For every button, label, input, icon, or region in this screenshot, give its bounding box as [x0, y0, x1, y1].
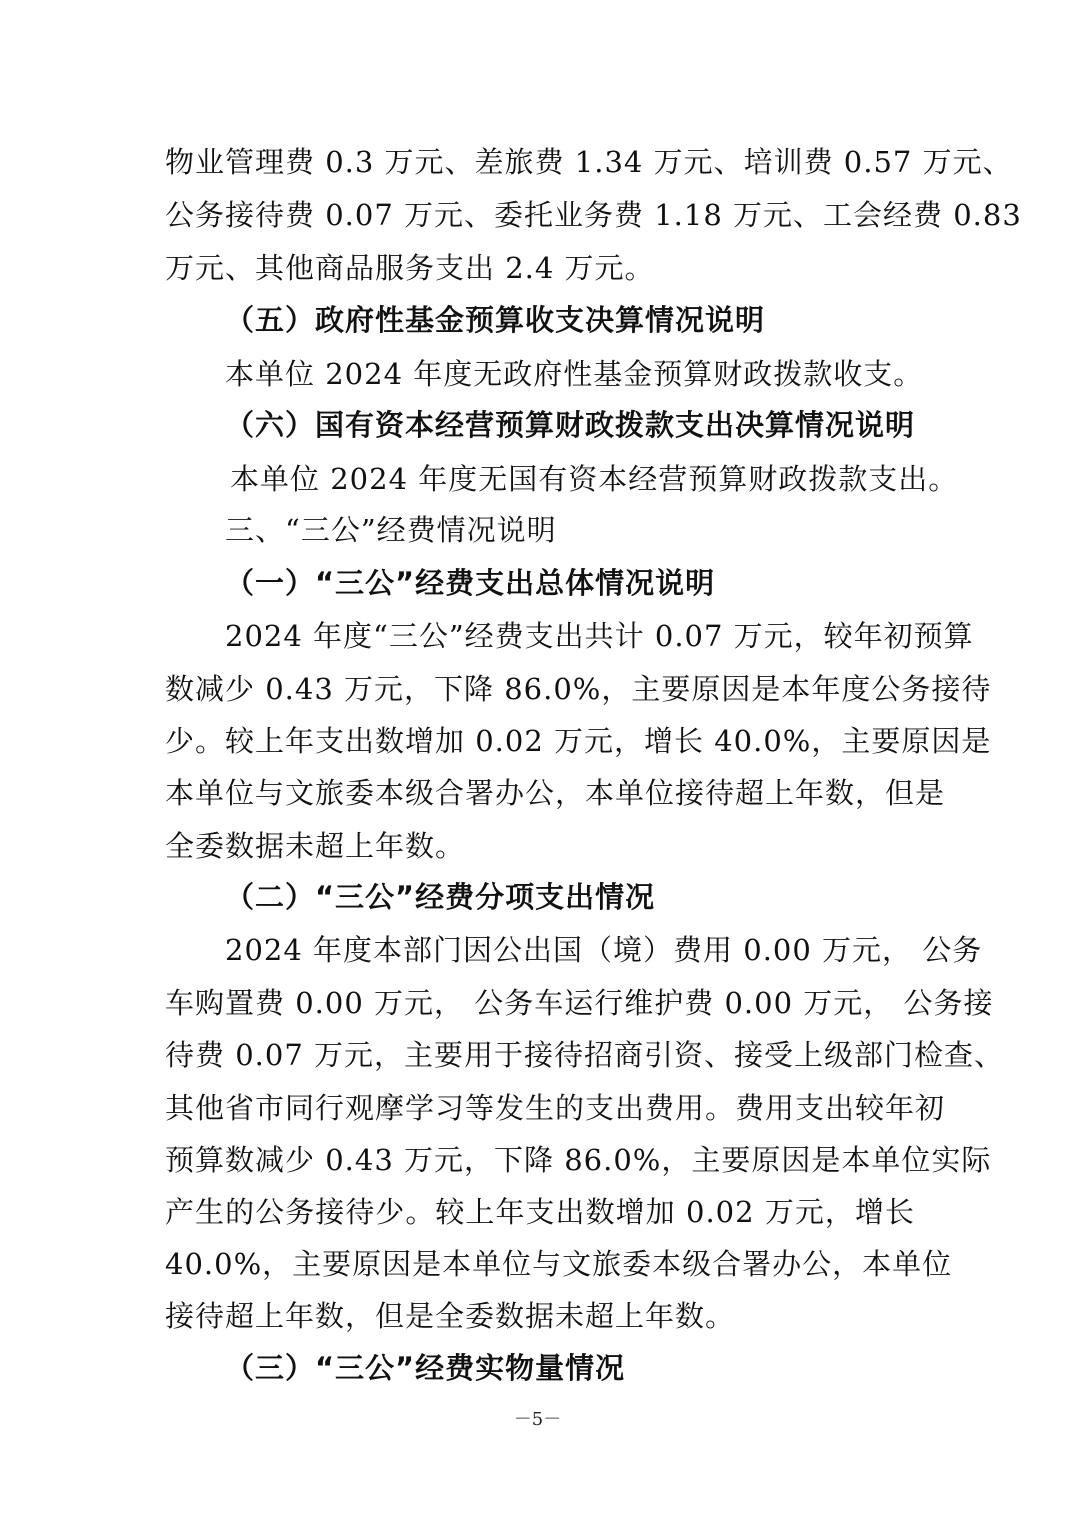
body-line: 本单位 2024 年度无政府性基金预算财政拨款收支。	[225, 357, 924, 391]
body-line: 40.0%，主要原因是本单位与文旅委本级合署办公，本单位	[165, 1247, 953, 1281]
subsection-heading-1: （一）“三公”经费支出总体情况说明	[225, 566, 716, 600]
body-line: 预算数减少 0.43 万元，下降 86.0%，主要原因是本单位实际	[165, 1143, 992, 1177]
body-line: 其他省市同行观摩学习等发生的支出费用。费用支出较年初	[165, 1091, 946, 1125]
body-line: 物业管理费 0.3 万元、差旅费 1.34 万元、培训费 0.57 万元、	[165, 145, 1013, 179]
body-line: 2024 年度“三公”经费支出共计 0.07 万元，较年初预算	[225, 619, 974, 653]
page-number: －5－	[513, 1409, 562, 1430]
body-line: 车购置费 0.00 万元， 公务车运行维护费 0.00 万元， 公务接	[165, 986, 994, 1020]
body-line: 本单位与文旅委本级合署办公，本单位接待超上年数，但是	[165, 776, 946, 810]
subsection-heading-2: （二）“三公”经费分项支出情况	[225, 880, 656, 914]
body-line: 产生的公务接待少。较上年支出数增加 0.02 万元，增长	[165, 1195, 915, 1229]
subsection-heading-3: （三）“三公”经费实物量情况	[225, 1351, 626, 1385]
body-line: 万元、其他商品服务支出 2.4 万元。	[165, 251, 655, 285]
body-line: 接待超上年数，但是全委数据未超上年数。	[165, 1299, 736, 1333]
body-line: 公务接待费 0.07 万元、委托业务费 1.18 万元、工会经费 0.83	[165, 198, 1022, 232]
section-heading-6: （六）国有资本经营预算财政拨款支出决算情况说明	[225, 408, 916, 442]
body-line: 全委数据未超上年数。	[165, 829, 466, 863]
body-line: 少。较上年支出数增加 0.02 万元，增长 40.0%，主要原因是	[165, 724, 992, 758]
body-line: 本单位 2024 年度无国有资本经营预算财政拨款支出。	[230, 462, 959, 496]
body-line: 数减少 0.43 万元，下降 86.0%，主要原因是本年度公务接待	[165, 672, 992, 706]
body-line: 待费 0.07 万元，主要用于接待招商引资、接受上级部门检查、	[165, 1038, 1005, 1072]
section-heading-5: （五）政府性基金预算收支决算情况说明	[225, 303, 766, 337]
chapter-heading-3: 三、“三公”经费情况说明	[225, 513, 557, 547]
body-line: 2024 年度本部门因公出国（境）费用 0.00 万元， 公务	[225, 933, 983, 967]
